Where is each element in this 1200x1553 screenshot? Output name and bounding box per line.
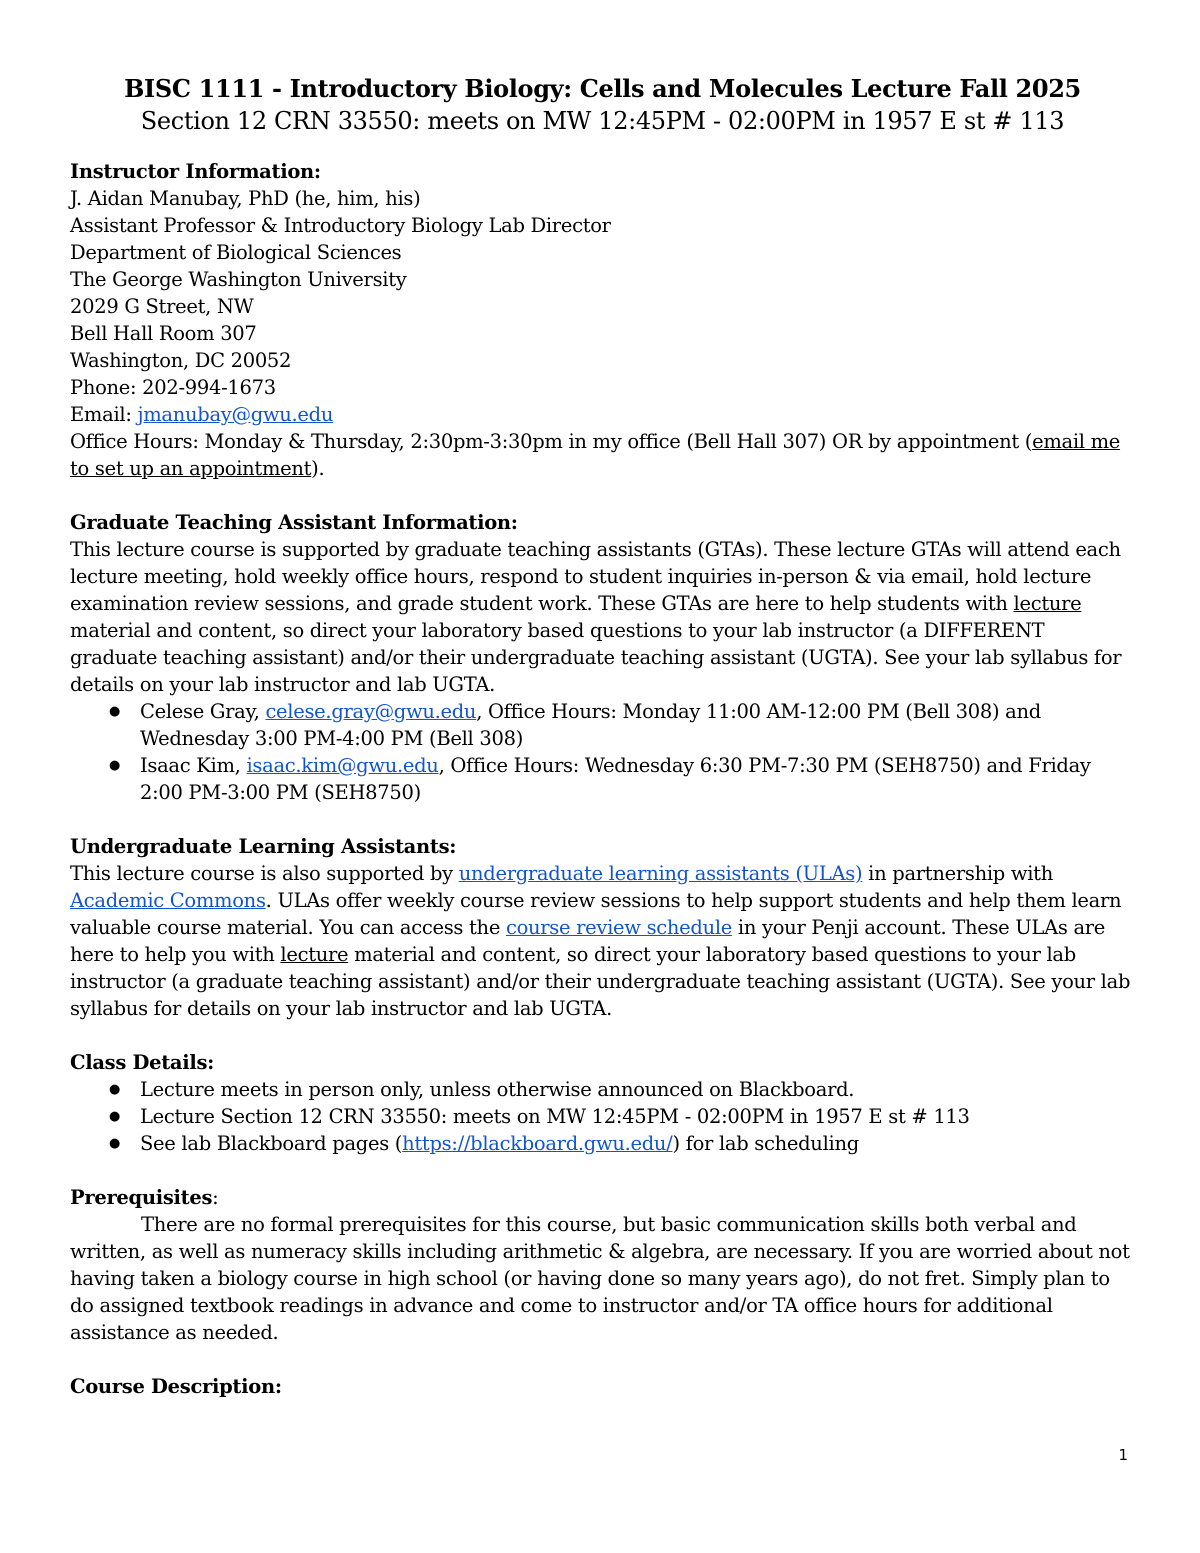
class-details-list (70, 1076, 1135, 1157)
prerequisites-colon: : (212, 1186, 219, 1209)
ula-text-2: in partnership with (862, 862, 1053, 885)
gta-hours: , Office Hours: Wednesday 6:30 PM-7:30 PM (SEH8750) and Friday 2:00 PM-3:00 PM (SEH8750) (140, 754, 1091, 804)
course-review-schedule-link[interactable]: course review schedule (505, 916, 733, 939)
page-number: 1 (1118, 1446, 1128, 1464)
gta-name: Celese Gray, (140, 700, 266, 723)
instructor-department: Department of Biological Sciences (70, 241, 402, 264)
academic-commons-link[interactable]: Academic Commons (70, 889, 266, 912)
ula-heading: Undergraduate Learning Assistants: (70, 835, 457, 858)
ula-lecture-underline: lecture (280, 943, 349, 966)
appointment-link[interactable]: email me to set up an appointment (70, 430, 1121, 480)
gta-email-link[interactable]: isaac.kim@gwu.edu (246, 754, 439, 777)
blackboard-text-pre: See lab Blackboard pages ( (140, 1132, 403, 1155)
course-description-heading: Course Description: (70, 1375, 282, 1398)
class-details-section (70, 1049, 1135, 1157)
blackboard-link[interactable]: https://blackboard.gwu.edu/ (402, 1132, 673, 1155)
ula-link[interactable]: undergraduate learning assistants (ULAs) (458, 862, 863, 885)
list-item: ● Lecture meets in person only, unless otherwise announced on Blackboard. (140, 1076, 1135, 1103)
gta-heading: Graduate Teaching Assistant Information: (70, 511, 518, 534)
list-item (140, 1130, 1135, 1157)
ula-text-4: in your Penji account. These ULAs are here to help you with (70, 916, 1106, 966)
list-item: ● Lecture Section 12 CRN 33550: meets on MW 12:45PM - 02:00PM in 1957 E st # 113 (140, 1103, 1135, 1130)
instructor-office-hours (70, 428, 1135, 482)
prerequisites-heading: Prerequisites (70, 1186, 213, 1209)
gta-name: Isaac Kim, (140, 754, 247, 777)
instructor-street: 2029 G Street, NW (70, 295, 254, 318)
instructor-email-line (70, 401, 1135, 428)
course-description-section (70, 1373, 1135, 1400)
page-title: BISC 1111 - Introductory Biology: Cells and Molecules Lecture Fall 2025 (124, 74, 1081, 103)
ula-text-5: material and content, so direct your laboratory based questions to your lab instructor (a graduate teaching assistant) and/or their undergraduate teaching assistant (UGTA). See your lab syllabus for details on your lab instructor and lab UGTA. (70, 943, 1131, 1020)
class-details-heading: Class Details: (70, 1051, 215, 1074)
instructor-city: Washington, DC 20052 (70, 349, 292, 372)
instructor-title: Assistant Professor & Introductory Biology Lab Director (70, 214, 611, 237)
instructor-name: J. Aidan Manubay, PhD (he, him, his) (70, 187, 421, 210)
prerequisites-section (70, 1184, 1135, 1346)
ula-paragraph (70, 860, 1135, 1022)
instructor-room: Bell Hall Room 307 (70, 322, 257, 345)
prerequisites-text: There are no formal prerequisites for this course, but basic communication skills both verbal and written, as well as numeracy skills including arithmetic & algebra, are necessary. If you are worried about not having taken a biology course in high school (or having done so many years ago), do not fret. Simply plan to do assigned textbook readings in advance and come to instructor and/or TA office hours for additional assistance as needed. (70, 1213, 1130, 1344)
instructor-phone: Phone: 202-994-1673 (70, 376, 276, 399)
prerequisites-heading-line (70, 1184, 1135, 1211)
blackboard-text-post: ) for lab scheduling (672, 1132, 859, 1155)
gta-hours: , Office Hours: Monday 11:00 AM-12:00 PM (Bell 308) and Wednesday 3:00 PM-4:00 PM (Bell 308) (140, 700, 1041, 750)
instructor-email-link[interactable]: jmanubay@gwu.edu (137, 403, 334, 426)
office-hours-end: ). (311, 457, 325, 480)
ula-text-3: . ULAs offer weekly course review sessions to help support students and help them learn valuable course material. You can access the (70, 889, 1122, 939)
gta-text-1: This lecture course is supported by graduate teaching assistants (GTAs). These lecture GTAs will attend each lecture meeting, hold weekly office hours, respond to student inquiries in-person & via email, hold lecture examination review sessions, and grade student work. These GTAs are here to help students with (70, 538, 1121, 615)
email-label: Email: (70, 403, 138, 426)
instructor-heading: Instructor Information: (70, 160, 321, 183)
syllabus-page (70, 72, 1135, 1400)
office-hours-text: Office Hours: Monday & Thursday, 2:30pm-3:30pm in my office (Bell Hall 307) OR by appointment ( (70, 430, 1033, 453)
list-item (140, 752, 1135, 806)
ula-section (70, 833, 1135, 1022)
page-subtitle: Section 12 CRN 33550: meets on MW 12:45PM - 02:00PM in 1957 E st # 113 (140, 107, 1065, 135)
gta-paragraph (70, 536, 1135, 698)
list-item (140, 698, 1135, 752)
gta-lecture-underline: lecture (1013, 592, 1082, 615)
instructor-section (70, 158, 1135, 482)
gta-section (70, 509, 1135, 806)
gta-list (70, 698, 1135, 806)
ula-text-1: This lecture course is also supported by (70, 862, 459, 885)
gta-email-link[interactable]: celese.gray@gwu.edu (265, 700, 477, 723)
instructor-university: The George Washington University (70, 268, 407, 291)
gta-text-2: material and content, so direct your laboratory based questions to your lab instructor (a DIFFERENT graduate teaching assistant) and/or their undergraduate teaching assistant (UGTA). See your lab syllabus for details on your lab instructor and lab UGTA. (70, 619, 1122, 696)
